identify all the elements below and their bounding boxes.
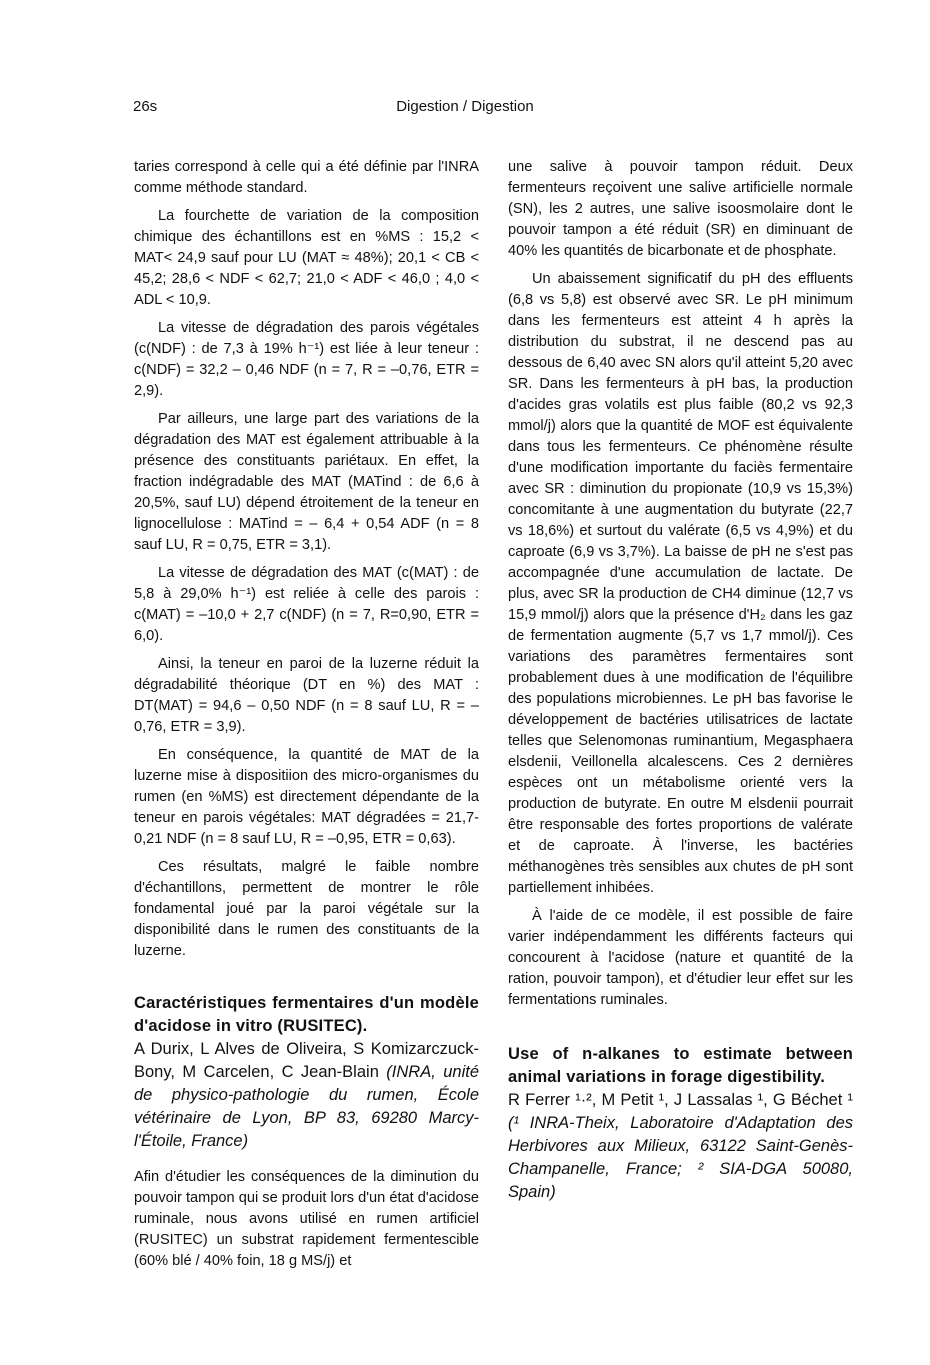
abstract-authors: A Durix, L Alves de Oliveira, S Komizarczuck-Bony, M Carcelen, C Jean-Blain <box>134 1040 479 1081</box>
abstract-authors-block <box>508 1089 853 1204</box>
section-spacer <box>134 962 479 992</box>
paragraph: Ainsi, la teneur en paroi de la luzerne réduit la dégradabilité théorique (DT en %) des MAT : DT(MAT) = 94,6 – 0,50 NDF (n = 8 sauf LU, R = –0,76, ETR = 3,9). <box>134 656 479 735</box>
paragraph: Par ailleurs, une large part des variations de la dégradation des MAT est également attribuable à la présence des constituants pariétaux. En effet, la fraction indégradable des MAT (MATind : de 6,6 à 20,5%, sauf LU) dépend étroitement de la teneur en lignocellulose : MATind = – 6,4 + 0,54 ADF (n = 8 sauf LU, R = 0,75, ETR = 3,1). <box>134 411 479 553</box>
left-column <box>134 157 479 1272</box>
paragraph: La fourchette de variation de la composition chimique des échantillons est en %MS : 15,2 < MAT< 24,9 sauf pour LU (MAT ≈ 48%); 20,1 < CB < 45,2; 28,6 < NDF < 62,7; 21,0 < ADF < 46,0 ; 4,0 < ADL < 10,9. <box>134 208 479 308</box>
paragraph: La vitesse de dégradation des parois végétales (c(NDF) : de 7,3 à 19% h⁻¹) est liée à leur teneur : c(NDF) = 32,2 – 0,46 NDF (n = 7, R = –0,76, ETR = 2,9). <box>134 320 479 399</box>
paragraph: Un abaissement significatif du pH des effluents (6,8 vs 5,8) est observé avec SR. Le pH minimum dans les fermenteurs est atteint 4 h après la distribution du substrat, il ne descend pas au dessous de 6,40 avec SN alors qu'il atteint 5,20 avec SR. Dans les fermenteurs à pH bas, la production d'acides gras volatils est plus faible (80,2 vs 92,3 mmol/j) alors que la quantité de MOF est équivalente dans tous les fermenteurs. Ce phénomène résulte d'une modification importante du faciès fermentaire avec SR : diminution du propionate (10,9 vs 15,3%) concomitante à une augmentation du butyrate (22,7 vs 18,6%) et surtout du valérate (6,5 vs 4,9%) et du caproate (6,9 vs 3,7%). La baisse de pH ne s'est pas accompagnée d'une accumulation de lactate. De plus, avec SR la production de CH4 diminue (12,7 vs 15,9 mmol/j) alors que la présence d'H₂ dans les gaz de fermentation augmente (5,7 vs 1,7 mmol/j). Ces variations des paramètres fermentaires sont probablement dues à une modification de l'équilibre des populations microbiennes. Le pH bas favorise le développement de bactéries utilisatrices de lactate telles que Selenomonas ruminantium, Megasphaera elsdenii, Veillonella alcalescens. Ces 2 dernières espèces ont un métabolisme orienté vers la production de butyrate. En outre M elsdenii pourrait être responsable des fortes proportions de valérate et de caproate. À l'inverse, les bactéries méthanogènes très sensibles aux chutes de pH sont partiellement inhibées. <box>508 271 853 896</box>
paragraph: Ces résultats, malgré le faible nombre d'échantillons, permettent de montrer le rôle fondamental joué par la paroi végétale sur la disponibilité dans le rumen des constituants de la luzerne. <box>134 859 479 959</box>
abstract-title-text: Use of n-alkanes to estimate between animal variations in forage digestibility. <box>508 1045 853 1086</box>
abstract-affiliation: (INRA, unité de physico-pathologie du rumen, École vétérinaire de Lyon, BP 83, 69280 Marcy-l'Étoile, France) <box>134 1063 479 1150</box>
paragraph: Afin d'étudier les conséquences de la diminution du pouvoir tampon qui se produit lors d'un état d'acidose ruminale, nous avons utilisé en rumen artificiel (RUSITEC) un substrat rapidement fermentescible (60% blé / 40% foin, 18 g MS/j) et <box>134 1169 479 1269</box>
paragraph: En conséquence, la quantité de MAT de la luzerne mise à dispositiion des micro-organismes du rumen (en %MS) est directement dépendante de la teneur en parois végétales: MAT dégradées = 21,7- 0,21 NDF (n = 8 sauf LU, R = –0,95, ETR = 0,63). <box>134 747 479 847</box>
paragraph: La vitesse de dégradation des MAT (c(MAT) : de 5,8 à 29,0% h⁻¹) est reliée à celle des parois : c(MAT) = –10,0 + 2,7 c(NDF) (n = 7, R=0,90, ETR = 6,0). <box>134 565 479 644</box>
paragraph: taries correspond à celle qui a été définie par l'INRA comme méthode standard. <box>134 159 479 196</box>
paragraph: À l'aide de ce modèle, il est possible de faire varier indépendamment les différents facteurs qui concourent à l'acidose (nature et quantité de la ration, pouvoir tampon), et d'étudier leur effet sur les fermentations ruminales. <box>508 908 853 1008</box>
abstract-authors-block <box>134 1038 479 1153</box>
running-head: Digestion / Digestion <box>396 98 534 115</box>
right-column <box>508 157 853 1204</box>
abstract-title-text: Caractéristiques fermentaires d'un modèle d'acidose in vitro (RUSITEC). <box>134 994 479 1035</box>
abstract-affiliation: (¹ INRA-Theix, Laboratoire d'Adaptation des Herbivores aux Milieux, 63122 Saint-Genès-Champanelle, France; ² SIA-DGA 50080, Spain) <box>508 1114 853 1201</box>
abstract-title <box>134 992 479 1038</box>
abstract-title <box>508 1043 853 1089</box>
paragraph: une salive à pouvoir tampon réduit. Deux fermenteurs reçoivent une salive artificielle normale (SN), les 2 autres, une salive isoosmolaire dont le pouvoir tampon a été réduit (SR) en diminuant de 40% les quantités de bicarbonate et de phosphate. <box>508 159 853 259</box>
page-number: 26s <box>133 98 158 115</box>
abstract-authors: R Ferrer ¹·², M Petit ¹, J Lassalas ¹, G Béchet ¹ <box>508 1091 853 1109</box>
section-spacer <box>508 1011 853 1043</box>
